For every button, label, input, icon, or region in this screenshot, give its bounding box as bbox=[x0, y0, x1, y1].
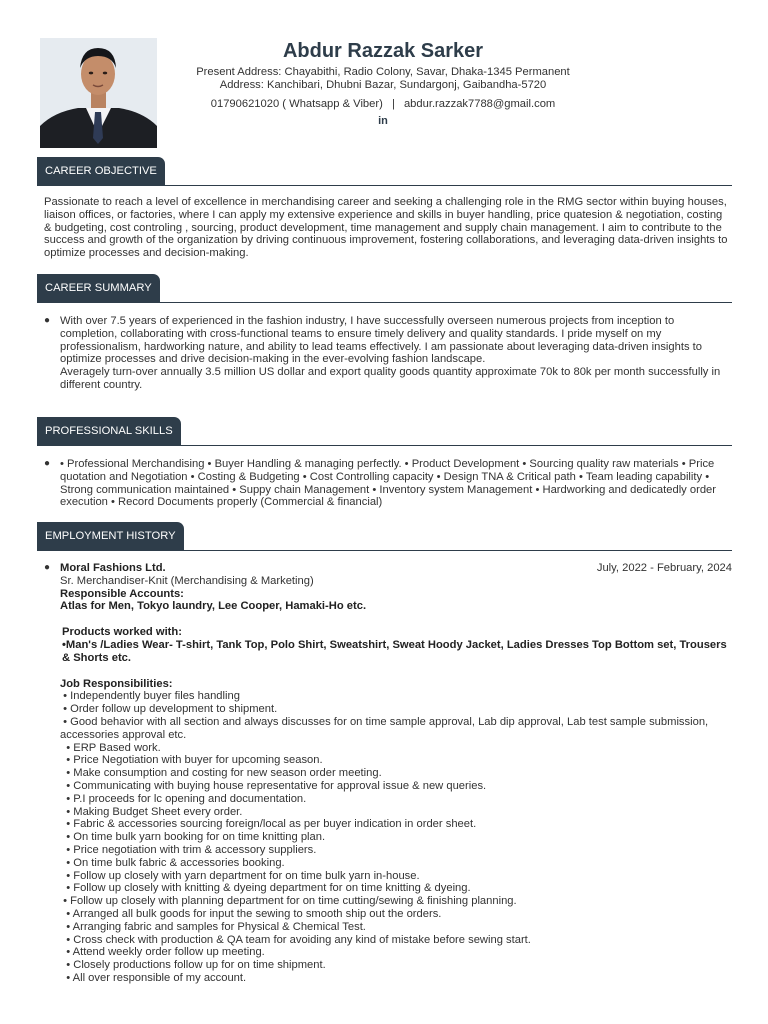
responsibilities-label: Job Responsibilities: bbox=[60, 677, 173, 690]
portrait-image bbox=[40, 38, 157, 148]
responsibility-item: • All over responsible of my account. bbox=[60, 971, 247, 984]
phone-number: 01790621020 ( Whatsapp & Viber) bbox=[210, 98, 383, 110]
responsibility-item: • Cross check with production & QA team for avoiding any kind of mistake before sewing start. bbox=[60, 933, 531, 946]
bullet-icon: ● bbox=[44, 315, 51, 326]
responsibility-item: • Independently buyer files handling bbox=[60, 690, 240, 703]
address-line-1: Present Address: Chayabithi, Radio Colony, Savar, Dhaka-1345 Permanent bbox=[196, 66, 570, 78]
accounts-list: Atlas for Men, Tokyo laundry, Lee Cooper, Hamaki-Ho etc. bbox=[60, 600, 367, 613]
responsibility-item: • Make consumption and costing for new season order meeting. bbox=[60, 767, 382, 780]
summary-item bbox=[44, 315, 732, 392]
objective-text: Passionate to reach a level of excellence in merchandising career and seeking a challenging role in the RMG sector within buying houses, liaison offices, or factories, where I can apply my extensive experience and skills in buyer handling, price quatesion & negotiation, costing & budgeting, cost controling , sourcing, product development, time management and supply chain management. I aim to contribute to the success and growth of the organization by driving continuous improvement, fostering collaborations, and leveraging data-driven insights to optimize processes and decision-making. bbox=[44, 196, 728, 260]
email-link[interactable]: abdur.razzak7788@gmail.com bbox=[403, 98, 556, 110]
responsibility-item: • Price Negotiation with buyer for upcoming season. bbox=[60, 754, 323, 767]
responsibility-item: • Follow up closely with planning department for on time cutting/sewing & finishing planning. bbox=[60, 895, 517, 908]
responsibility-item: • Making Budget Sheet every order. bbox=[60, 805, 243, 818]
responsibility-item: • Communicating with buying house representative for approval issue & new queries. bbox=[60, 779, 487, 792]
job-entry bbox=[44, 562, 732, 985]
job-dates: July, 2022 - February, 2024 bbox=[596, 562, 732, 574]
responsibility-item: • Arranged all bulk goods for input the sewing to smooth ship out the orders. bbox=[60, 907, 442, 920]
products-label: Products worked with: bbox=[62, 626, 182, 639]
responsibility-item: • Price negotiation with trim & accessory suppliers. bbox=[60, 843, 317, 856]
section-employment-history bbox=[37, 522, 732, 551]
job-title: Sr. Merchandiser-Knit (Merchandising & Marketing) bbox=[60, 574, 314, 587]
section-career-summary bbox=[37, 274, 732, 303]
responsibility-item: • Attend weekly order follow up meeting. bbox=[60, 946, 265, 959]
bullet-icon: ● bbox=[44, 562, 51, 573]
summary-turnover: Averagely turn-over annually 3.5 million US dollar and export quality goods quantity approximate 70k to 80k per month successfully in different country. bbox=[60, 366, 721, 391]
address-line-2: Address: Kanchibari, Dhubni Bazar, Sundargonj, Gaibandha-5720 bbox=[219, 79, 547, 91]
responsibility-item: • Follow up closely with knitting & dyeing department for on time knitting & dyeing. bbox=[60, 882, 471, 895]
section-professional-skills bbox=[37, 417, 732, 446]
contact-line bbox=[165, 97, 601, 111]
skills-item bbox=[44, 458, 732, 509]
products-list: •Man's /Ladies Wear- T-shirt, Tank Top, Polo Shirt, Sweatshirt, Sweat Hoody Jacket, Ladies Dresses Top Bottom set, Trousers & Shorts etc. bbox=[62, 638, 727, 664]
responsibility-item: • Follow up closely with yarn department for on time bulk yarn in-house. bbox=[60, 869, 420, 882]
responsibility-item: • On time bulk fabric & accessories booking. bbox=[60, 856, 285, 869]
responsibility-item: • Fabric & accessories sourcing foreign/local as per buyer indication in order sheet. bbox=[60, 818, 477, 831]
responsibility-item: • Arranging fabric and samples for Physical & Chemical Test. bbox=[60, 920, 366, 933]
summary-paragraph: With over 7.5 years of experienced in the fashion industry, I have successfully overseen numerous projects from inception to completion, collaborating with cross-functional teams to ensure timely delivery and quality standards. I pride myself on my professionalism, hardworking nature, and ability to lead teams effectively. I am passionate about leveraging data-driven insights to optimize processes and drive decision-making in the ever-evolving fashion landscape. bbox=[60, 315, 702, 366]
skills-text: • Professional Merchandising • Buyer Handling & managing perfectly. • Product Development • Sourcing quality raw materials • Price quotation and Negotiation • Costing & Budgeting • Cost Controlling capacity • Design TNA & Critical path • Team leading capability • Strong communication maintained • Suppy chain Management • Inventory system Management • Hardworking and dedicatedly order execution • Record Documents properly (Commercial & financial) bbox=[60, 458, 716, 509]
accounts-label: Responsible Accounts: bbox=[60, 587, 184, 600]
section-career-objective bbox=[37, 157, 732, 186]
section-title: EMPLOYMENT HISTORY bbox=[37, 522, 184, 550]
responsibilities-list bbox=[60, 690, 732, 984]
contact-separator: | bbox=[391, 98, 395, 110]
section-title: PROFESSIONAL SKILLS bbox=[37, 417, 181, 445]
responsibility-item: • ERP Based work. bbox=[60, 741, 161, 754]
responsibility-item: • Good behavior with all section and always discusses for on time sample approval, Lab dip approval, Lab test sample submission, accessories approval etc. bbox=[60, 715, 712, 741]
linkedin-icon[interactable]: in bbox=[378, 115, 388, 127]
profile-photo bbox=[40, 38, 157, 148]
section-title: CAREER OBJECTIVE bbox=[37, 157, 165, 185]
resume-header bbox=[165, 38, 601, 129]
responsibility-item: • Closely productions follow up for on time shipment. bbox=[60, 959, 326, 972]
candidate-name: Abdur Razzak Sarker bbox=[282, 40, 484, 62]
section-title: CAREER SUMMARY bbox=[37, 274, 160, 302]
company-name: Moral Fashions Ltd. bbox=[60, 562, 166, 574]
bullet-icon: ● bbox=[44, 458, 51, 469]
responsibility-item: • Order follow up development to shipment. bbox=[60, 703, 278, 716]
responsibility-item: • On time bulk yarn booking for on time knitting plan. bbox=[60, 831, 326, 844]
responsibility-item: • P.I proceeds for lc opening and documentation. bbox=[60, 792, 307, 805]
